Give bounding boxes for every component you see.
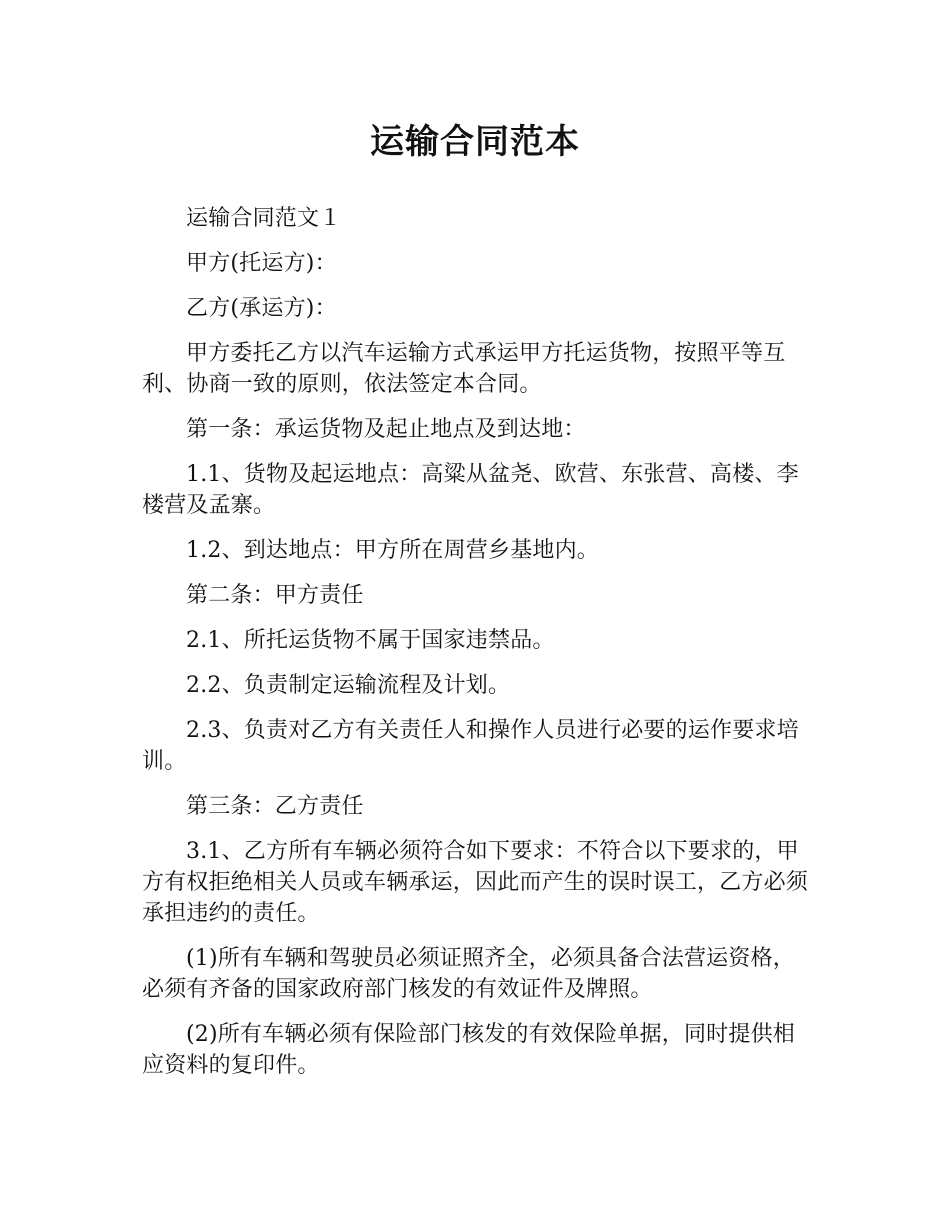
paragraph-clause-1-2: 1.2、到达地点：甲方所在周营乡基地内。: [186, 538, 599, 563]
paragraph-preamble: 甲方委托乙方以汽车运输方式承运甲方托运货物，按照平等互利、协商一致的原则，依法签定本合同。: [142, 341, 786, 397]
paragraph-article-1-heading: 第一条：承运货物及起止地点及到达地：: [186, 417, 586, 442]
paragraph-party-b: 乙方(承运方)：: [186, 296, 337, 321]
document-title: 运输合同范本: [370, 122, 580, 162]
paragraph-item-2: (2)所有车辆必须有保险部门核发的有效保险单据，同时提供相应资料的复印件。: [142, 1022, 795, 1078]
document-body: [142, 203, 814, 1095]
paragraph-clause-2-3: 2.3、负责对乙方有关责任人和操作人员进行必要的运作要求培训。: [142, 718, 799, 774]
paragraph-clause-2-1: 2.1、所托运货物不属于国家违禁品。: [186, 628, 555, 653]
paragraph-article-3-heading: 第三条：乙方责任: [186, 794, 364, 819]
paragraph-article-2-heading: 第二条：甲方责任: [186, 583, 364, 608]
paragraph-contract-sample: 运输合同范文１: [186, 206, 342, 231]
paragraph-clause-3-1: 3.1、乙方所有车辆必须符合如下要求：不符合以下要求的，甲方有权拒绝相关人员或车辆承运，因此而产生的误时误工，乙方必须承担违约的责任。: [142, 839, 809, 926]
paragraph-party-a: 甲方(托运方)：: [186, 251, 337, 276]
paragraph-clause-1-1: 1.1、货物及起运地点：高粱从盆尧、欧营、东张营、高楼、李楼营及孟寨。: [142, 462, 799, 518]
paragraph-item-1: (1)所有车辆和驾驶员必须证照齐全，必须具备合法营运资格，必须有齐备的国家政府部门核发的有效证件及牌照。: [142, 946, 795, 1002]
paragraph-clause-2-2: 2.2、负责制定运输流程及计划。: [186, 673, 511, 698]
